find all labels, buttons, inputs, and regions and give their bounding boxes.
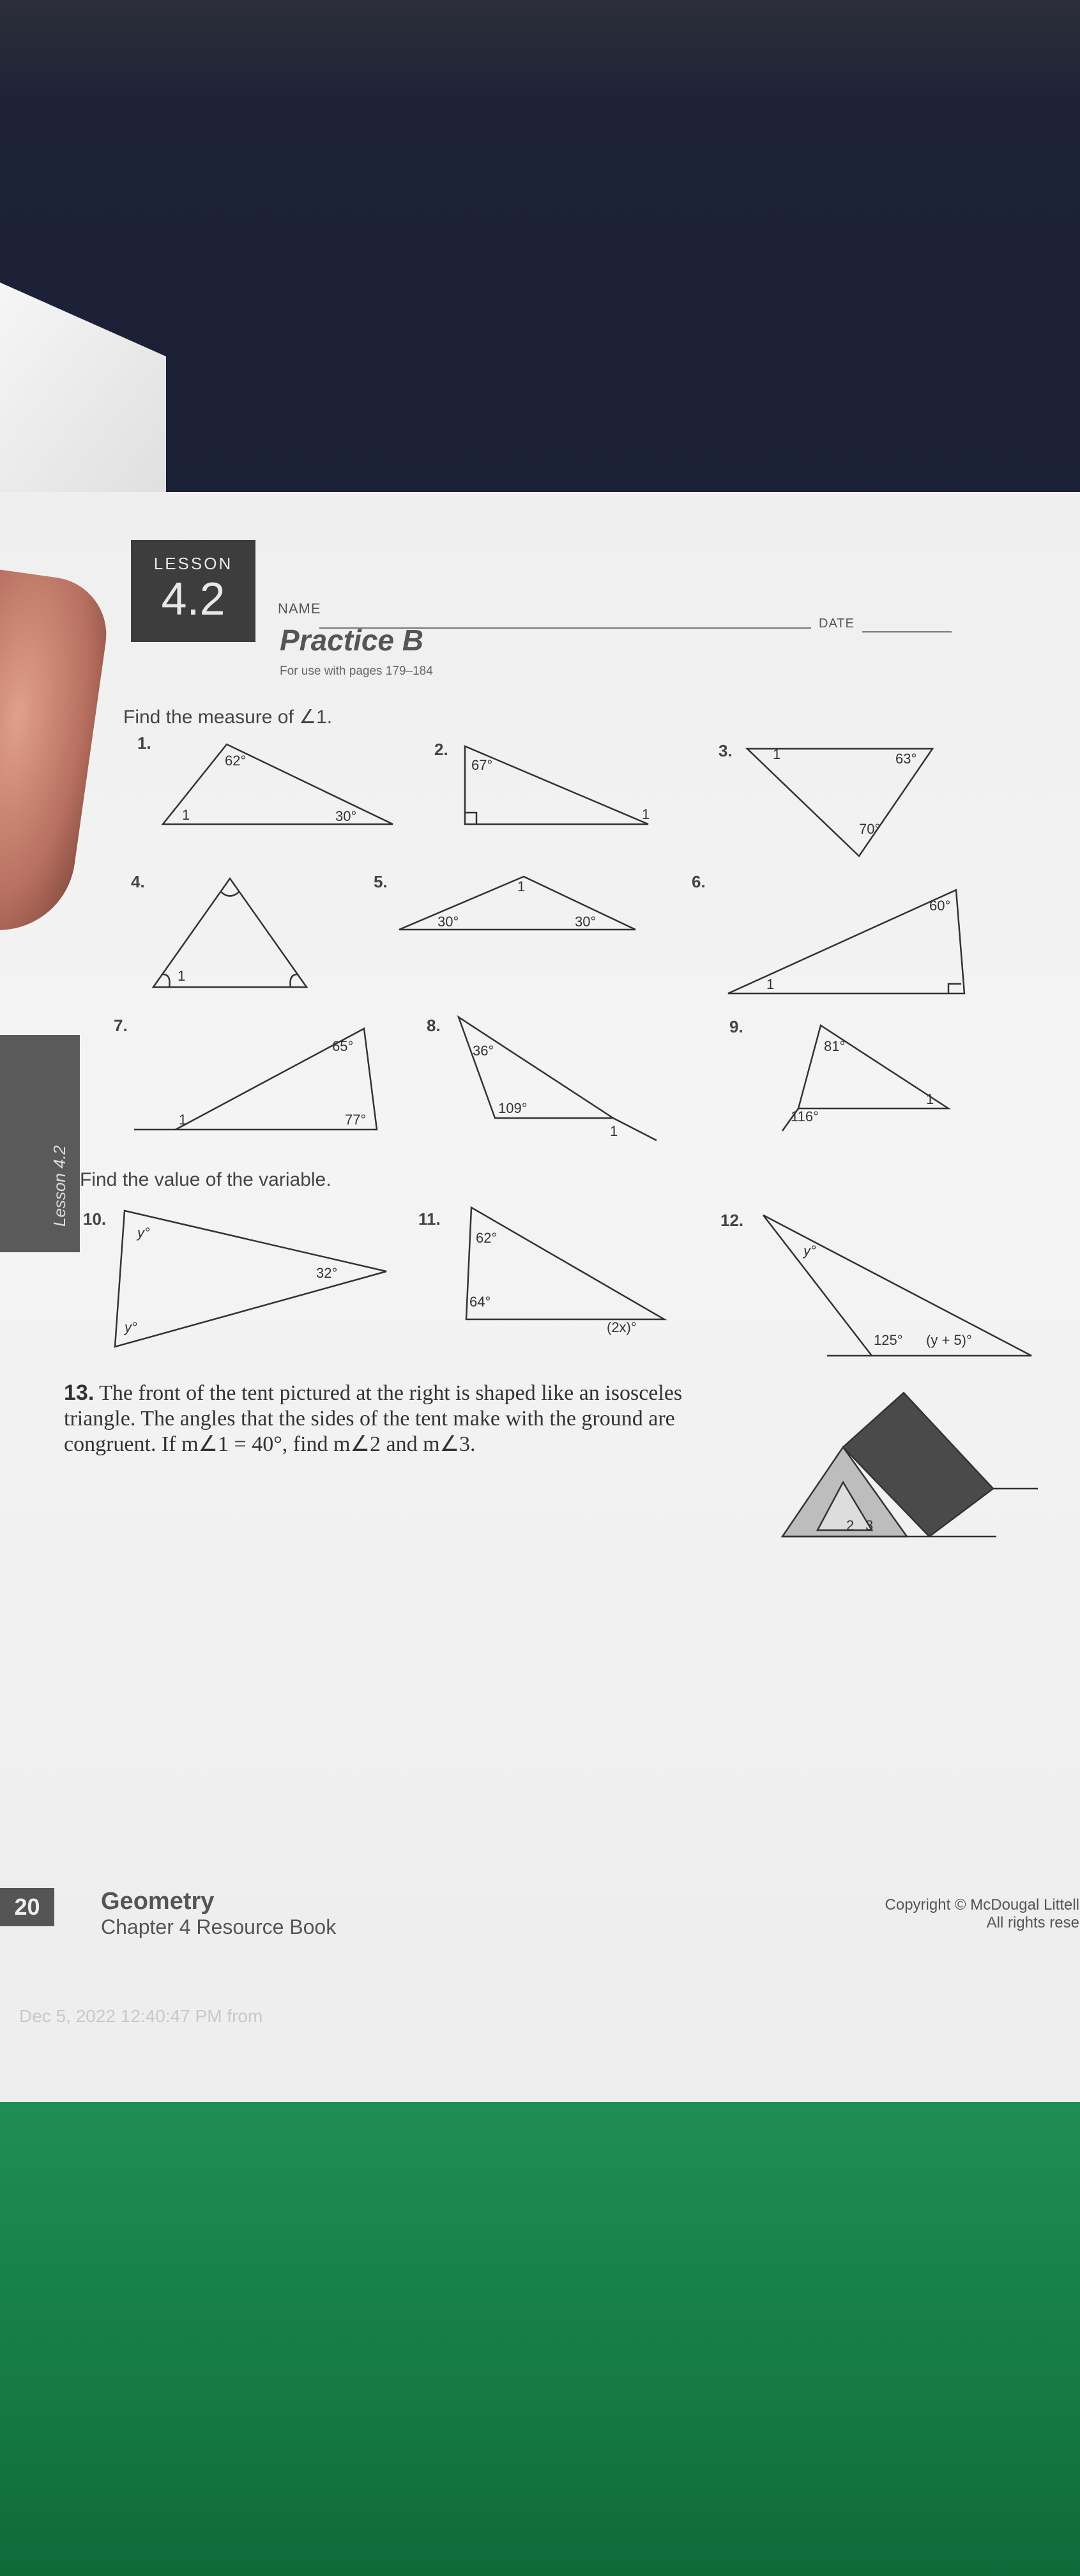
problem-number: 5.	[374, 872, 388, 891]
problem-13-text: The front of the tent pictured at the right is shaped like an isosceles triangle. The angles that the sides of the tent make with the ground are congruent. If m∠1 = 40°, find m∠2 and m∠3.	[64, 1381, 683, 1456]
angle-3-label: 3	[865, 1517, 874, 1533]
right-angle-mark	[948, 984, 961, 993]
timestamp-stamp: Dec 5, 2022 12:40:47 PM from	[19, 2006, 263, 2026]
angle-mark	[220, 891, 240, 896]
page-title: Practice B	[280, 624, 424, 657]
angle-label: 65°	[332, 1038, 354, 1054]
tent-illustration	[782, 1393, 1038, 1537]
variable-label: y°	[137, 1225, 150, 1241]
angle-label: 67°	[471, 757, 493, 773]
angle-label: 30°	[575, 914, 597, 930]
for-use-pages: For use with pages 179–184	[280, 664, 433, 678]
date-label: DATE	[819, 617, 855, 631]
problem-number: 4.	[131, 872, 145, 891]
copyright: Copyright © McDougal Littell	[885, 1896, 1079, 1913]
angle-label: 109°	[498, 1100, 528, 1116]
angle-1-label: 1	[178, 968, 186, 984]
angle-mark	[163, 974, 170, 987]
angle-1-label: 1	[179, 1112, 187, 1128]
rights-notice: All rights rese	[986, 1914, 1079, 1931]
triangle-8	[459, 1017, 613, 1118]
problem-number: 1.	[137, 733, 151, 753]
triangle-4	[153, 878, 307, 987]
triangle-1	[163, 744, 393, 824]
angle-label: (y + 5)°	[926, 1332, 972, 1348]
angle-label: 77°	[345, 1112, 367, 1128]
variable-label: y°	[803, 1243, 816, 1259]
instruction-find-variable: Find the value of the variable.	[80, 1169, 331, 1190]
angle-1-label: 1	[773, 746, 781, 762]
problem-13	[64, 1380, 754, 1457]
angle-1-label: 1	[766, 976, 775, 992]
angle-label: 60°	[929, 898, 951, 914]
problem-number: 13.	[64, 1381, 95, 1405]
problem-number: 2.	[434, 740, 448, 759]
angle-label: 63°	[895, 751, 917, 767]
right-angle-mark	[465, 813, 476, 824]
angle-label: 30°	[335, 808, 357, 824]
angle-label: (2x)°	[607, 1319, 637, 1335]
book-subtitle: Chapter 4 Resource Book	[101, 1915, 337, 1938]
lesson-number: 4.2	[161, 574, 225, 625]
problem-number: 9.	[729, 1017, 743, 1036]
angle-label: 36°	[473, 1043, 494, 1059]
angle-label: 32°	[316, 1265, 338, 1281]
problem-number: 6.	[692, 872, 706, 891]
problem-number: 11.	[418, 1209, 441, 1229]
name-label: NAME	[278, 601, 321, 617]
angle-label: 70°	[859, 821, 881, 837]
problem-number: 8.	[427, 1016, 441, 1035]
angle-mark	[290, 974, 298, 987]
side-tab-label: Lesson 4.2	[50, 1145, 69, 1227]
lesson-label: LESSON	[153, 554, 233, 573]
problem-number: 10.	[83, 1209, 107, 1229]
angle-1-label: 1	[517, 878, 526, 894]
angle-label: 62°	[225, 753, 247, 769]
angle-label: 30°	[437, 914, 459, 930]
triangle-10	[115, 1211, 386, 1347]
problem-number: 12.	[720, 1211, 744, 1230]
triangle-11	[466, 1208, 664, 1319]
angle-label: 62°	[476, 1230, 498, 1246]
angle-2-label: 2	[846, 1517, 855, 1533]
angle-label: 116°	[791, 1108, 819, 1124]
angle-1-label: 1	[610, 1123, 618, 1139]
problem-number: 7.	[114, 1016, 128, 1035]
book-title: Geometry	[101, 1888, 215, 1915]
angle-1-label: 1	[182, 807, 190, 823]
angle-label: 81°	[824, 1038, 846, 1054]
angle-label: 64°	[469, 1294, 491, 1310]
problem-number: 3.	[719, 741, 733, 760]
page-number: 20	[0, 1888, 54, 1926]
angle-1-label: 1	[926, 1091, 934, 1107]
angle-1-label: 1	[642, 806, 650, 822]
angle-label: 125°	[874, 1332, 903, 1348]
instruction-find-angle: Find the measure of ∠1.	[123, 707, 333, 728]
variable-label: y°	[125, 1319, 137, 1335]
extended-side	[613, 1118, 657, 1140]
